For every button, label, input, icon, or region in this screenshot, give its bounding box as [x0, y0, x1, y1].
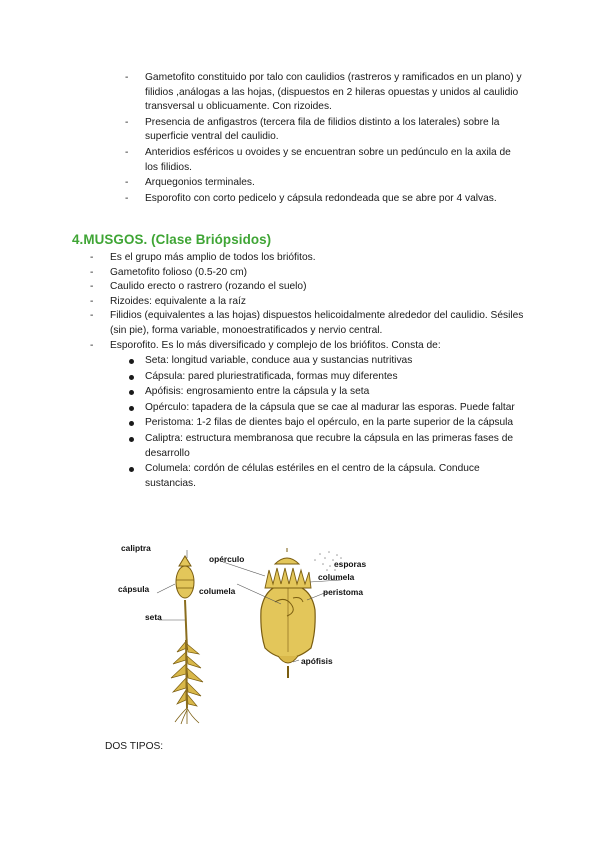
- list-item: - Es el grupo más amplio de todos los briófitos.: [90, 252, 316, 263]
- label-capsula: cápsula: [118, 584, 150, 594]
- intro-list: [125, 71, 525, 207]
- label-seta: seta: [145, 612, 162, 622]
- list-item: - Esporofito. Es lo más diversificado y complejo de los briófitos. Consta de:: [90, 339, 441, 351]
- list-item: - Gametofito constituido por talo con caulidios (rastreros y ramificados en un plano) y filidios ,análogas a las hojas, (dispuestos en 2 hileras opuestas y unidos al caulidio transversal u oblicuamente. Con rizoides.: [125, 72, 522, 113]
- moss-sporophyte-figure: [115, 540, 375, 725]
- sporophyte-parts-list: [145, 354, 515, 492]
- bullet-item: Cápsula: pared pluriestratificada, formas muy diferentes: [145, 370, 515, 385]
- list-item: - Esporofito con corto pedicelo y cápsula redondeada que se abre por 4 valvas.: [125, 192, 497, 204]
- bullet-item: Peristoma: 1-2 filas de dientes bajo el opérculo, en la parte superior de la cápsula: [145, 416, 515, 431]
- bullet-icon: [129, 390, 134, 395]
- list-item: - Presencia de anfigastros (tercera fila de filidios distinto a los laterales) sobre la superficie ventral del caulidio.: [125, 116, 500, 143]
- bullet-item: Caliptra: estructura membranosa que recubre la cápsula en las primeras fases de desarrollo: [145, 432, 515, 461]
- bullet-item: Opérculo: tapadera de la cápsula que se cae al madurar las esporas. Puede faltar: [145, 401, 515, 416]
- musgos-list: [90, 251, 530, 353]
- bullet-item: Apófisis: engrosamiento entre la cápsula y la seta: [145, 385, 515, 400]
- list-item: - Arquegonios terminales.: [125, 177, 255, 189]
- bullet-icon: [129, 375, 134, 380]
- bullet-icon: [129, 359, 134, 364]
- bullet-icon: [129, 467, 134, 472]
- list-item: - Rizoides: equivalente a la raíz: [90, 295, 246, 307]
- bullet-item: Seta: longitud variable, conduce aua y sustancias nutritivas: [145, 354, 515, 369]
- bullet-icon: [129, 437, 134, 442]
- label-caliptra: caliptra: [121, 543, 151, 553]
- label-operculo: opérculo: [209, 554, 245, 564]
- list-item: - Filidios (equivalentes a las hojas) dispuestos helicoidalmente alrededor del caulidio. Sésiles (sin pie), forma variable, monoestratificados y nervio central.: [90, 310, 524, 336]
- list-item: - Anteridios esféricos u ovoides y se encuentran sobre un pedúnculo en la axila de los filidios.: [125, 146, 511, 173]
- section-heading: 4.MUSGOS. (Clase Briópsidos): [72, 232, 272, 247]
- label-esporas: esporas: [334, 559, 367, 569]
- list-item: - Caulido erecto o rastrero (rozando el suelo): [90, 281, 307, 293]
- dos-tipos-text: DOS TIPOS:: [105, 741, 164, 752]
- label-apofisis: apófisis: [301, 656, 333, 666]
- bullet-item: Columela: cordón de células estériles en el centro de la cápsula. Conduce sustancias.: [145, 462, 515, 491]
- list-item: - Gametofito folioso (0.5-20 cm): [90, 266, 248, 278]
- bullet-icon: [129, 421, 134, 426]
- bullet-icon: [129, 406, 134, 411]
- label-columela-left: columela: [199, 586, 236, 596]
- label-peristoma: peristoma: [323, 587, 364, 597]
- label-columela-right: columela: [318, 572, 355, 582]
